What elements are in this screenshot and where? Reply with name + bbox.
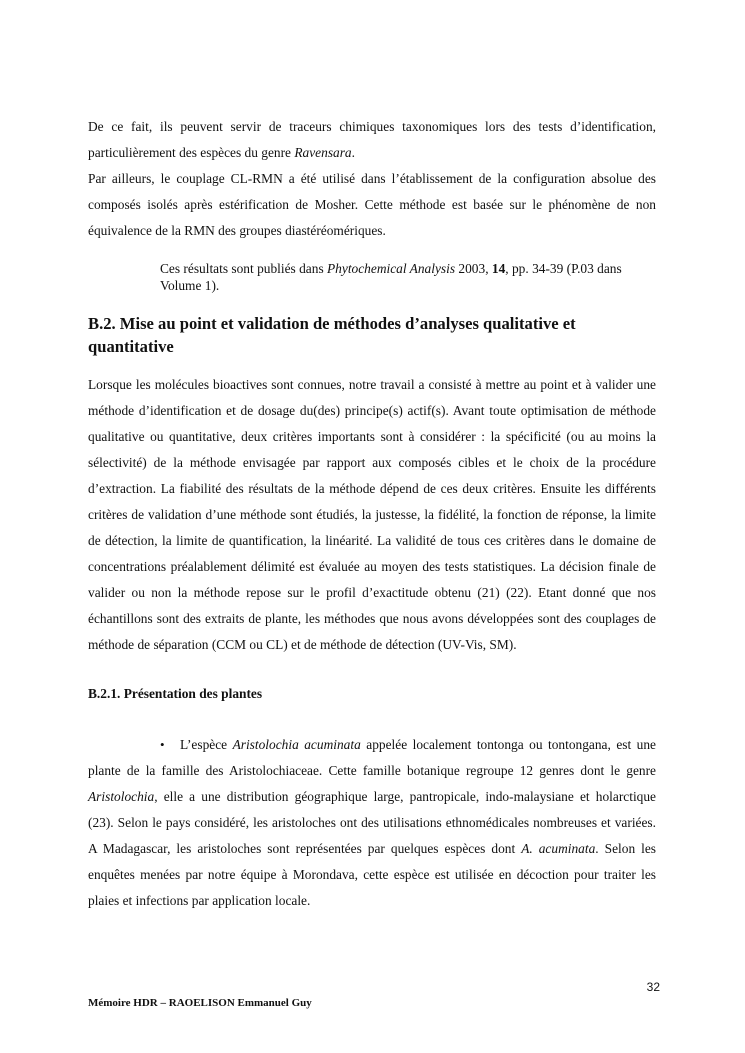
page-footer: Mémoire HDR – RAOELISON Emmanuel Guy	[88, 997, 312, 1009]
bullet-paragraph	[88, 732, 656, 914]
spacer	[88, 358, 656, 372]
page-number: 32	[646, 980, 660, 994]
species-abbreviation: A. acuminata	[521, 841, 596, 856]
publication-note	[160, 260, 656, 294]
spacer	[88, 704, 656, 732]
journal-name: Phytochemical Analysis	[327, 261, 456, 276]
species-name: Aristolochia acuminata	[232, 737, 361, 752]
note-text: , pp. 34-39 (P.03 dans Volume 1).	[160, 261, 622, 293]
genus-name: Ravensara	[294, 145, 352, 160]
paragraph-text: De ce fait, ils peuvent servir de traceurs chimiques taxonomiques lors des tests d’identification, particulièrement des espèces du genre	[88, 119, 656, 160]
paragraph-text: appelée localement tontonga ou tontongana, est une plante de la famille des Aristolochiaceae. Cette famille botanique regroupe 12 genres dont le genre	[88, 737, 656, 778]
spacer	[88, 658, 656, 684]
paragraph-tracers	[88, 114, 656, 166]
paragraph-text: , elle a une distribution géographique large, pantropicale, indo-malaysiane et holarctique (23). Selon le pays considéré, les aristoloches ont des utilisations ethnomédicales nombreuses et variées. A Madagascar, les aristoloches sont représentées par quelques espèces dont	[88, 789, 656, 856]
note-text: Ces résultats sont publiés dans	[160, 261, 327, 276]
bullet-icon: •	[160, 737, 165, 752]
volume-number: 14	[491, 261, 506, 276]
section-body: Lorsque les molécules bioactives sont connues, notre travail a consisté à mettre au point et à valider une méthode d’identification et de dosage du(des) principe(s) actif(s). Avant toute optimisation de méthode qualitative ou quantitative, deux critères importants sont à considérer : la spécificité (ou au moins la sélectivité) de la méthode envisagée par rapport aux composés cibles et le choix de la procédure d’extraction. La fiabilité des résultats de la méthode dépend de ces deux critères. Ensuite les différents critères de validation d’une méthode sont étudiés, la justesse, la fidélité, la fonction de réponse, la limite de détection, la limite de quantification, la linéarité. La validité de tous ces critères dans le domaine de concentrations préalablement délimité est évaluée au moyen des tests statistiques. La décision finale de valider ou non la méthode repose sur le profil d’exactitude obtenu (21) (22). Etant donné que nos échantillons sont des extraits de plante, les méthodes que nous avons développées sont des couplages de méthode de séparation (CCM ou CL) et de méthode de détection (UV-Vis, SM).	[88, 377, 656, 652]
paragraph-text: L’espèce	[180, 737, 233, 752]
paragraph-text: .	[351, 145, 355, 160]
paragraph-mosher: Par ailleurs, le couplage CL-RMN a été utilisé dans l’établissement de la configuration absolue des composés isolés après estérification de Mosher. Cette méthode est basée sur le phénomène de non équivalence de la RMN des groupes diastéréomériques.	[88, 171, 656, 238]
section-title: B.2. Mise au point et validation de méthodes d’analyses qualitative et quantitative	[88, 314, 576, 356]
document-body	[88, 114, 656, 914]
genus-name: Aristolochia	[88, 789, 155, 804]
paragraph-text: . Selon les enquêtes menées par notre équipe à Morondava, cette espèce est utilisée en décoction pour traiter les plaies et infections par application locale.	[88, 841, 657, 908]
subsection-title: B.2.1. Présentation des plantes	[88, 686, 263, 701]
note-text: 2003,	[455, 261, 492, 276]
